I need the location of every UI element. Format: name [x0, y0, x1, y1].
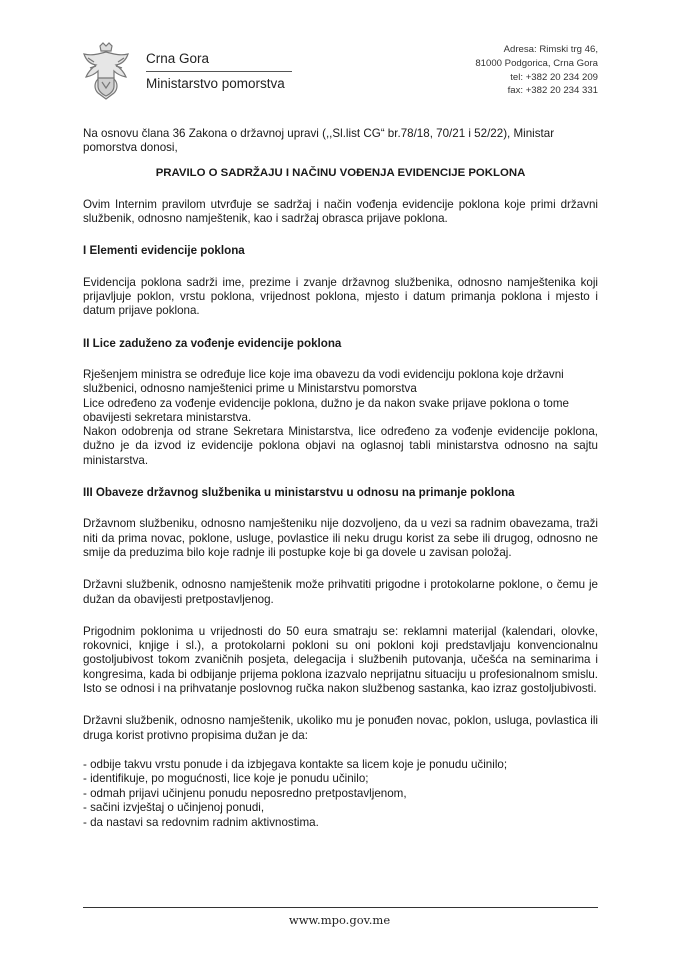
contact-block [475, 43, 598, 98]
preamble-paragraph: Ovim Internim pravilom utvrđuje se sadržaj i način vođenja evidencije poklona koje primi državni službenik, odnosno namještenik, kao i sadržaj obrasca prijave poklona. [83, 197, 598, 226]
country-name: Crna Gora [146, 51, 210, 66]
footer-website: www.mpo.gov.me [288, 913, 391, 927]
list-item: - odmah prijavi učinjenu ponudu neposredno pretpostavljenom, [83, 786, 407, 800]
document-body [83, 127, 598, 830]
section-1-heading: I Elementi evidencije poklona [83, 244, 245, 258]
document-title: PRAVILO O SADRŽAJU I NAČINU VOĐENJA EVIDENCIJE POKLONA [155, 166, 526, 179]
address-city: 81000 Podgorica, Crna Gora [475, 57, 598, 69]
fax-number: fax: +382 20 234 331 [507, 85, 598, 97]
section-2-heading: II Lice zaduženo za vođenje evidencije poklona [83, 336, 342, 350]
header-rule [146, 71, 292, 72]
obligations-list [83, 758, 598, 831]
section-2-paragraph-2: Lice određeno za vođenje evidencije poklona, dužno je da nakon svake prijave poklona o tome obavijesti sekretara ministarstva. [83, 396, 569, 424]
section-3-paragraph-2: Državni službenik, odnosno namještenik može prihvatiti prigodne i protokolarne poklone, o čemu je dužan da obavijesti pretpostavljenog. [83, 578, 598, 606]
intro-paragraph: Na osnovu člana 36 Zakona o državnoj upravi (,,Sl.list CG“ br.78/18, 70/21 i 52/22), Ministar pomorstva donosi, [83, 127, 555, 155]
section-3-paragraph-1: Državnom službeniku, odnosno namješteniku nije dozvoljeno, da u vezi sa radnim obavezama, traži niti da prima novac, poklone, usluge, povlastice ili neku drugu korist za sebe ili drugog, odnosno ne smije da preduzima bilo koje radnje ili postupke koje bi ga dovele u zavisan položaj. [83, 517, 598, 559]
section-2-paragraph-1: Rješenjem ministra se određuje lice koje ima obavezu da vodi evidenciju poklona koje državni službenici, odnosno namještenici prime u Ministarstvu pomorstva [83, 367, 564, 396]
phone-number: tel: +382 20 234 209 [510, 71, 598, 83]
section-3-paragraph-3: Prigodnim poklonima u vrijednosti do 50 eura smatraju se: reklamni materijal (kalendari, olovke, rokovnici, knjige i sl.), a protokolarni pokloni su oni pokloni koji predstavljaju konvencionalnu gostoljubivost tokom zvaničnih posjeta, delegacija i službenih putovanja, učešća na seminarima i kongresima, kada bi odbijanje prijema poklona izazvalo neprijatnu situaciju u profesionalnom smislu. Isto se odnosi i na prihvatanje poslovnog ručka nakon službenog sastanka, kao izraz gostoljubivosti. [83, 624, 598, 696]
address-line: Adresa: Rimski trg 46, [503, 44, 598, 55]
list-item: - da nastavi sa redovnim radnim aktivnostima. [83, 815, 319, 829]
ministry-name: Ministarstvo pomorstva [146, 76, 285, 91]
section-1-text: Evidencija poklona sadrži ime, prezime i zvanje državnog službenika, odnosno namještenika koji prijavljuje poklon, vrstu poklona, vrijednost poklona, mjesto i datum primanja poklona i mjesto i datum prijave poklona. [83, 275, 598, 318]
coat-of-arms-icon [78, 42, 134, 100]
list-item: - sačini izvještaj o učinjenoj ponudi, [83, 801, 265, 815]
footer-rule [83, 907, 598, 908]
list-item: - odbije takvu vrstu ponude i da izbjegava kontakte sa licem koje je ponudu učinilo; [83, 757, 508, 771]
section-3-heading: III Obaveze državnog službenika u ministarstvu u odnosu na primanje poklona [83, 486, 515, 500]
list-item: - identifikuje, po mogućnosti, lice koje je ponudu učinilo; [83, 772, 369, 786]
letterhead [0, 0, 679, 110]
section-2-paragraph-3: Nakon odobrenja od strane Sekretara Ministarstva, lice određeno za vođenje evidencije poklona, dužno je da izvod iz evidencije poklona objavi na oglasnoj tabli ministarstva odnosno na sajtu ministarstva. [83, 425, 598, 467]
section-3-paragraph-4: Državni službenik, odnosno namještenik, ukoliko mu je ponuđen novac, poklon, usluga, povlastica ili druga korist protivno propisima dužan je da: [83, 714, 598, 742]
